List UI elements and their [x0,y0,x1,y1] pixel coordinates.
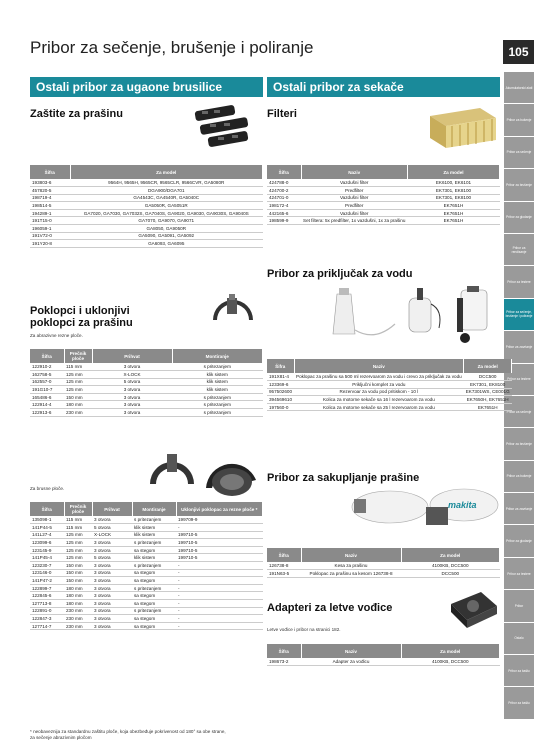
table-cell: 126738-8 [267,562,301,570]
table-row [30,194,263,202]
table-cell: 125 mm [64,539,92,547]
table-cell: 123230-7 [30,562,64,570]
table-cell: 180 mm [64,401,92,409]
table-cell: - [176,577,263,585]
table-row [30,615,263,623]
table-cell: GA7070, GA9070, GA9071 [70,217,263,225]
table-row [267,209,500,217]
table-cell: klik sistem [132,554,176,562]
side-tab[interactable]: Akumulatorski alati [504,72,534,103]
table-cell: 141L27-4 [30,531,64,539]
side-tab[interactable]: Pribor za testere [504,364,534,395]
table-cell: 191N63-5 [267,570,301,578]
side-tab[interactable]: Pribor za rendisanje [504,234,534,265]
table-cell: 122847-3 [30,615,64,623]
table-cell: sa stegom [132,622,176,630]
table-cell: 123145-9 [30,546,64,554]
covers-note2: Za brusne ploče. [30,486,65,491]
dust-shields-heading: Zaštite za prašinu [30,108,123,120]
table-cell: - [176,569,263,577]
table-cell: 191T15-0 [30,217,70,225]
table-row [30,240,263,248]
page-title: Pribor za sečenje, brušenje i poliranje [30,38,314,57]
table-row [30,187,263,195]
table-cell: 424700-2 [267,187,301,195]
water-heading: Pribor za priključak za vodu [267,268,413,280]
side-tab[interactable]: Pribor za zavrtanje [504,331,534,362]
table-cell: 115 mm [64,516,92,524]
table-cell: 4100KB, DCC500 [401,562,500,570]
side-tab[interactable]: Pribor za testere [504,266,534,297]
table-row [30,179,263,187]
side-tab[interactable]: Pribor za brušenje [504,169,534,200]
table-cell: 5 otvora [92,524,132,532]
table-cell: EK7651H [407,209,499,217]
table-cell: 197560-0 [267,403,294,411]
table-row [267,373,512,381]
covers-note1: Za abrazivne rezne ploče. [30,333,83,338]
table-cell: 127714-7 [30,622,64,630]
table-cell: 198673-2 [267,658,301,666]
table-cell: 125 mm [64,554,92,562]
table-cell: klik sistem [172,386,263,394]
table-cell: 122845-6 [30,592,64,600]
table-row [30,386,263,394]
side-tab[interactable]: Pribor za glodanje [504,525,534,556]
table-cell: 424701-0 [267,194,301,202]
table-cell: klik sistem [132,531,176,539]
side-tab[interactable]: Ostalo [504,623,534,654]
covers-heading-line1: Poklopci i uklonjivi [30,305,130,317]
table-cell: EK7301, EK8100 [407,187,499,195]
dust-shields-table: Šifra Za model 193803-6 9564H, 9565H, 9565CR, 9565CLR, 9566CVR, GA5080R 457820-5 DGA900/DGA701 198719-4 GA4543C, GA4540R, GA5040C 198514-5 GA5050R, GA5051R 194289-1 GA7020, GA7030, GA7032S, GA7040S, GA9020, GA9030, GA9030S, GA9040S 191T15-0 GA7070, GA9070, GA9071 196059-1 GA8050, GA9050R 191V72-0 GA5090, GA5091, GA5092 191Y20-8 GA6093, GA6095 [30,165,263,248]
table-cell: s pritezanjem [132,539,176,547]
table-row [30,554,263,562]
side-tab[interactable]: Pribor za testere [504,558,534,589]
table-cell: 3 otvora [92,409,172,417]
table-cell: GA8050, GA9050R [70,225,263,233]
adapters-heading: Adapteri za letve vođice [267,602,393,614]
table-row [30,363,263,371]
table-cell: 180 mm [64,592,92,600]
table-row [30,393,263,401]
table-cell: 150 mm [64,569,92,577]
page-number: 105 [503,40,534,64]
table-cell: s pritezanjem [132,516,176,524]
table-cell: X-LOCK [92,371,172,379]
table-cell: 3 otvora [92,401,172,409]
table-cell: 123099-6 [30,539,64,547]
table-cell: - [176,622,263,630]
table-cell: GA4543C, GA4540R, GA5040C [70,194,263,202]
table-cell: DCC500 [464,373,512,381]
table-cell: - [176,615,263,623]
table-cell: 193803-6 [30,179,70,187]
table-cell: 3 otvora [92,386,172,394]
table-cell: 122914-4 [30,401,64,409]
table-cell: s pritezanjem [132,607,176,615]
table-cell: EK7301WS, CE001G [465,389,510,395]
table-row [267,658,500,666]
table-row [267,570,500,578]
table-row [30,516,263,524]
table-cell: sa stegom [132,615,176,623]
covers-footnote: * neobaveznija za standardnu zaštitu ploče, koja obezbeđuje pokrivenost od 180° sa obe strane, za sečenje abrazivnim pločom [30,729,226,740]
table-cell: 3 otvora [92,577,132,585]
table-row [30,378,263,386]
water-images [325,284,500,346]
table-cell: 122899-7 [30,584,64,592]
table-cell: 135098-1 [30,516,64,524]
table-cell: 191G10-7 [30,386,64,394]
side-tab[interactable]: Pribor [504,590,534,621]
table-cell: Rezervoar za vodu pod pritiskom - 10 l [294,388,464,396]
table-cell: 125 mm [64,546,92,554]
table-row [30,622,263,630]
table-cell: s pritezanjem [132,562,176,570]
section-bar-right: Ostali pribor za sekače [267,77,500,97]
dust-bag-images [350,485,500,533]
table-cell: EK6100, EK6101 [407,179,499,187]
table-cell: 230 mm [64,622,92,630]
table-row [30,232,263,240]
table-cell: EK7651H [407,217,499,225]
table-cell: klik sistem [132,524,176,532]
table-cell: 3 otvora [92,615,132,623]
dust-table: Šifra Naziv Za model 126738-8 Kesa za prašinu 4100KB, DCC500 191N63-5 Poklopac za prašinu sa kesom 126738-8 DCC500 [267,548,500,578]
table-cell: 3 otvora [92,562,132,570]
table-cell: 199709-9 [176,516,263,524]
table-cell: sa stegom [132,600,176,608]
table-cell: 3 otvora [92,546,132,554]
table-row [30,539,263,547]
cover-image [205,290,260,338]
side-tab[interactable]: Pribor za sečenje [504,137,534,168]
table-cell: 141P47-2 [30,577,64,585]
covers-table: Šifra Prečnik ploče Prihvat Montiranje 122910-2 115 mm 3 otvora s pritezanjem 162758-5 125 mm X-LOCK klik sistem 162557-0 125 mm 5 otvora klik sistem 191G10-7 125 mm 3 otvora klik sistem 165486-6 150 mm 3 otvora s pritezanjem 122914-4 180 mm 3 otvora s pritezanjem 122913-6 230 mm 3 otvora s pritezanjem [30,349,263,417]
table-row [30,577,263,585]
table-cell: 199710-5 [176,539,263,547]
table-cell: Set filtera: 5x predfilter, 1x vazdušni, 1x za prašinu [303,218,406,224]
table-row [30,225,263,233]
side-tab[interactable]: Pribor za sečenje, brušenje i poliranje [504,299,534,330]
table-row [30,531,263,539]
table-cell: 191X81-4 [267,373,294,381]
side-tab[interactable]: Pribor za sečenje [504,396,534,427]
table-cell: EK7650H, EK7651H [464,396,512,404]
table-cell: 122913-6 [30,409,64,417]
table-row [30,592,263,600]
table-cell: 230 mm [64,607,92,615]
table-cell: 165486-6 [30,393,64,401]
dust-shields-image [190,104,260,148]
table-cell: sa stegom [132,569,176,577]
table-cell: klik sistem [172,371,263,379]
table-cell: 191V72-0 [30,232,70,240]
table-cell: 3 otvora [92,539,132,547]
table-cell: 123146-0 [30,569,64,577]
table-cell: 191Y20-8 [30,240,70,248]
table-cell: Vazdušni filter [301,194,407,202]
table-cell: 180 mm [64,600,92,608]
table-cell: Priključni komplet za vodu [294,381,464,389]
table-cell: 141P45-4 [30,554,64,562]
table-cell: 3 otvora [92,592,132,600]
table-cell: 199710-5 [176,531,263,539]
table-cell: 150 mm [64,562,92,570]
table-cell: 194289-1 [30,209,70,217]
table-cell: DCC500 [401,570,500,578]
table-cell: 196059-1 [30,225,70,233]
table-cell: 230 mm [64,615,92,623]
table-cell: 3 otvora [92,622,132,630]
table-cell: EK7651H [464,403,512,411]
table-cell: 3 otvora [92,363,172,371]
table-cell: 3 otvora [92,600,132,608]
table-cell: 3 otvora [92,516,132,524]
filters-heading: Filteri [267,108,297,120]
table-cell: Poklopac za prašinu sa 500 ml rezervoarom za vodu i crevo za priključak za vodu [296,374,462,380]
table-row [30,371,263,379]
table-cell: Predfilter [301,187,407,195]
table-row [267,179,500,187]
table-cell: Kolica za motorne sekače sa 25 l rezervoarom za vodu [294,403,464,411]
table-cell: 957502600 [269,389,292,395]
table-cell: 424788-0 [267,179,301,187]
table-cell: 123369-6 [267,381,294,389]
table-cell: DGA900/DGA701 [70,187,263,195]
side-tab[interactable]: Pribor za bušenje [504,104,534,135]
table-cell: 115 mm [64,363,92,371]
table-cell: 127713-8 [30,600,64,608]
table-cell: s pritezanjem [132,584,176,592]
table-row [267,381,512,389]
table-cell: 162557-0 [30,378,64,386]
table-row [267,396,512,404]
table-cell: sa stegom [132,546,176,554]
side-tab[interactable]: Pribor za baštu [504,687,534,718]
table-cell: s pritezanjem [172,393,263,401]
table-cell: s pritezanjem [172,363,263,371]
table-cell: 230 mm [64,409,92,417]
table-row [30,524,263,532]
table-row [267,187,500,195]
adapters-table: Šifra Naziv Za model 198673-2 Adapter za vođicu 4100KB, DCC500 [267,644,500,666]
table-cell: 198514-5 [30,202,70,210]
table-cell: s pritezanjem [172,409,263,417]
table-row [30,600,263,608]
table-cell: GA6093, GA6095 [70,240,263,248]
water-table: Šifra Naziv Za model 191X81-4 Poklopac za prašinu sa 500 ml rezervoarom za vodu i crevo za priključak za vodu DCC500 123369-6 Priključni komplet za vodu EK7301, EK8100 957502600 Rezervoar za vodu pod pritiskom - 10 l EK7301WS, CE001G 394569610 Kolica za motorne sekače sa 16 l rezervoarom za vodu EK7650H, EK7651H 197560-0 Kolica za motorne sekače sa 25 l rezervoarom za vodu EK7651H [267,359,512,411]
table-cell: 5 otvora [92,554,132,562]
table-cell: 125 mm [64,386,92,394]
table-cell: 3 otvora [92,393,172,401]
table-cell: - [176,524,263,532]
table-cell: 3 otvora [92,584,132,592]
table-row [267,403,512,411]
table-cell: 457820-5 [30,187,70,195]
table-cell: GA7020, GA7030, GA7032S, GA7040S, GA9020, GA9030, GA9030S, GA9040S [70,209,263,217]
table-cell: Kesa za prašinu [301,562,401,570]
table-row [30,409,263,417]
table-cell: - [176,562,263,570]
table-cell: 125 mm [64,371,92,379]
covers-heading-line2: poklopci za prašinu [30,317,133,329]
table-cell: 141P44-5 [30,524,64,532]
filter-image [420,104,500,152]
table-cell: 122910-2 [30,363,64,371]
table-row [30,562,263,570]
table-row [30,202,263,210]
table-row [267,202,500,210]
table-row [30,546,263,554]
table-cell: GA5050R, GA5051R [70,202,263,210]
table-row [30,217,263,225]
adapter-image [445,588,500,634]
table-cell: 122891-0 [30,607,64,615]
table-cell: sa stegom [132,577,176,585]
table-cell: s pritezanjem [172,401,263,409]
table-cell: 3 otvora [92,607,132,615]
table-cell: - [176,584,263,592]
table-cell: 199710-5 [176,546,263,554]
table-row [267,562,500,570]
table-row [30,607,263,615]
table-row [267,388,512,396]
side-tab[interactable]: Pribor za baštu [504,655,534,686]
table-cell: 198719-4 [30,194,70,202]
side-tab[interactable]: Pribor za zavrtanje [504,493,534,524]
table-cell: 4100KB, DCC500 [401,658,500,666]
table-cell: Predfilter [301,202,407,210]
dust-heading: Pribor za sakupljanje prašine [267,472,420,484]
table-cell: - [176,600,263,608]
table-cell: 150 mm [64,577,92,585]
side-tab[interactable]: Pribor za brušenje [504,428,534,459]
table-cell: 115 mm [64,524,92,532]
table-cell: 150 mm [64,393,92,401]
table-row [30,401,263,409]
table-cell: 199710-5 [176,554,263,562]
section-bar-left: Ostali pribor za ugaone brusilice [30,77,263,97]
makita-logo: makita [448,500,477,510]
filters-table: Šifra Naziv Za model 424788-0 Vazdušni filter EK6100, EK6101 424700-2 Predfilter EK7301, EK8100 424701-0 Vazdušni filter EK7301, EK8100 198172-4 Predfilter EK7651H 442165-6 Vazdušni filter EK7651H 198599-9 Set filtera: 5x predfilter, 1x vazdušni, 1x za prašinu EK7651H [267,165,500,225]
table-cell: 198599-9 [267,217,301,225]
table-cell: X-LOCK [92,531,132,539]
table-cell: EK7301, EK8100 [407,194,499,202]
table-cell: 125 mm [64,378,92,386]
table-cell: Poklopac za prašinu sa kesom 126738-8 [301,570,401,578]
table-cell: 180 mm [64,584,92,592]
table-cell: 125 mm [64,531,92,539]
table-cell: 394569610 [269,397,292,403]
cover-images-2 [140,444,260,502]
table-row [267,217,500,225]
table-row [30,569,263,577]
table-cell: Kolica za motorne sekače sa 16 l rezervoarom za vodu [294,396,464,404]
table-cell: Vazdušni filter [301,209,407,217]
table-cell: sa stegom [132,592,176,600]
table-cell: Vazdušni filter [301,179,407,187]
table-cell: GA5090, GA5091, GA5092 [70,232,263,240]
table-cell: 198172-4 [267,202,301,210]
table-cell: 162758-5 [30,371,64,379]
covers-table-2: Šifra Prečnik ploče Prihvat Montiranje Uklonjivi poklopac za rezne ploče * 135098-1 115 mm 3 otvora s pritezanjem 199709-9 141P44-5 115 mm 5 otvora klik sistem - 141L27-4 125 mm X-LOCK klik sistem 199710-5 123099-6 125 mm 3 otvora s pritezanjem 199710-5 123145-9 125 mm 3 otvora sa stegom 199710-5 141P45-4 125 mm 5 otvora klik sistem 199710-5 123230-7 150 mm 3 otvora s pritezanjem - 123146-0 150 mm 3 otvora sa stegom - 141P47-2 150 mm 3 otvora sa stegom - 122899-7 180 mm 3 otvora s pritezanjem - 122845-6 180 mm 3 otvora sa stegom - 127713-8 180 mm 3 otvora sa stegom - 122891-0 230 mm 3 otvora s pritezanjem - 122847-3 230 mm 3 otvora sa stegom - 127714-7 230 mm 3 otvora sa stegom - [30,502,263,630]
table-cell: - [176,592,263,600]
table-cell: EK7651H [407,202,499,210]
table-cell: Adapter za vođicu [301,658,401,666]
side-tab[interactable]: Pribor za glodanje [504,202,534,233]
side-tab[interactable]: Pribor za bušenje [504,461,534,492]
table-row [30,584,263,592]
table-cell: EK7301, EK8100 [464,381,512,389]
table-cell: 442165-6 [267,209,301,217]
table-cell: 5 otvora [92,378,172,386]
table-cell: 3 otvora [92,569,132,577]
table-cell: - [176,607,263,615]
table-row [30,209,263,217]
adapters-note: Letve vođice i pribor na stranici 182. [267,627,341,632]
table-row [267,194,500,202]
table-cell: klik sistem [172,378,263,386]
table-cell: 9564H, 9565H, 9565CR, 9565CLR, 9566CVR, GA5080R [70,179,263,187]
